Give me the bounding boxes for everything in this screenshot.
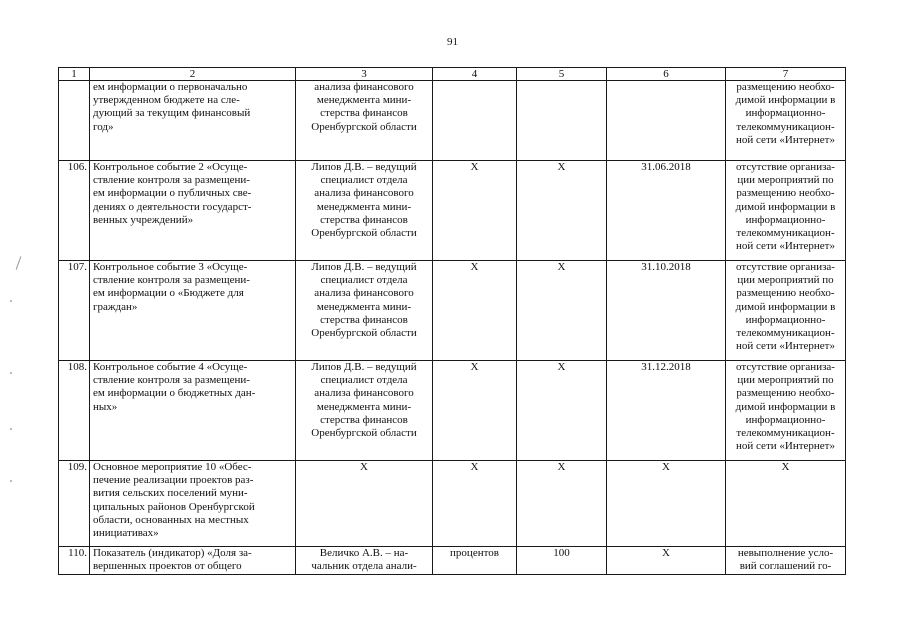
column-number: 1: [59, 68, 90, 81]
event-name: Основное мероприятие 10 «Обес- печение реализации проектов раз- вития сельских поселений муни- ципальных районов Оренбургской области, основанных на местных инициативах»: [90, 461, 296, 547]
margin-mark: [16, 256, 22, 269]
row-number: [59, 81, 90, 161]
risk-description: отсутствие организа- ции мероприятий по размещению необхо- димой информации в информационно- телекоммуникацион- ной сети «Интернет»: [726, 361, 846, 461]
cell-col4: X: [433, 361, 517, 461]
responsible-person: Липов Д.В. – ведущий специалист отдела анализа финансового менеджмента мини- стерства финансов Оренбургской области: [296, 361, 433, 461]
responsible-person: Величко А.В. – на- чальник отдела анали-: [296, 547, 433, 575]
responsible-person: Липов Д.В. – ведущий специалист отдела анализа финансового менеджмента мини- стерства финансов Оренбургской области: [296, 261, 433, 361]
responsible-person: анализа финансового менеджмента мини- стерства финансов Оренбургской области: [296, 81, 433, 161]
cell-date: 31.06.2018: [607, 161, 726, 261]
cell-date: 31.10.2018: [607, 261, 726, 361]
cell-col4: X: [433, 261, 517, 361]
cell-col5: X: [517, 161, 607, 261]
column-number-row: [59, 68, 846, 81]
column-number: 4: [433, 68, 517, 81]
risk-description: размещению необхо- димой информации в информационно- телекоммуникацион- ной сети «Интернет»: [726, 81, 846, 161]
risk-description: отсутствие организа- ции мероприятий по размещению необхо- димой информации в информационно- телекоммуникацион- ной сети «Интернет»: [726, 161, 846, 261]
column-number: 6: [607, 68, 726, 81]
plan-table: [58, 67, 846, 575]
cell-col4: X: [433, 461, 517, 547]
column-number: 5: [517, 68, 607, 81]
row-number: 107.: [59, 261, 90, 361]
risk-description: X: [726, 461, 846, 547]
row-number: 110.: [59, 547, 90, 575]
scan-dot: [10, 300, 12, 302]
row-number: 106.: [59, 161, 90, 261]
event-name: Показатель (индикатор) «Доля за- вершенных проектов от общего: [90, 547, 296, 575]
risk-description: отсутствие организа- ции мероприятий по размещению необхо- димой информации в информационно- телекоммуникацион- ной сети «Интернет»: [726, 261, 846, 361]
event-name: Контрольное событие 2 «Осуще- ствление контроля за размещени- ем информации о публичных све- дениях о деятельности государст- венных учреждений»: [90, 161, 296, 261]
cell-col4: процентов: [433, 547, 517, 575]
table-row: [59, 461, 846, 547]
cell-date: X: [607, 547, 726, 575]
cell-col5: X: [517, 261, 607, 361]
event-name: Контрольное событие 4 «Осуще- ствление контроля за размещени- ем информации о бюджетных дан- ных»: [90, 361, 296, 461]
table-row: [59, 547, 846, 575]
table-row: [59, 261, 846, 361]
cell-col4: [433, 81, 517, 161]
row-number: 109.: [59, 461, 90, 547]
column-number: 7: [726, 68, 846, 81]
responsible-person: Липов Д.В. – ведущий специалист отдела анализа финансового менеджмента мини- стерства финансов Оренбургской области: [296, 161, 433, 261]
column-number: 3: [296, 68, 433, 81]
table-row: [59, 361, 846, 461]
scan-dot: [10, 480, 12, 482]
cell-col5: 100: [517, 547, 607, 575]
cell-date: X: [607, 461, 726, 547]
risk-description: невыполнение усло- вий соглашений го-: [726, 547, 846, 575]
cell-date: 31.12.2018: [607, 361, 726, 461]
table-row: [59, 161, 846, 261]
cell-date: [607, 81, 726, 161]
table-row: [59, 81, 846, 161]
column-number: 2: [90, 68, 296, 81]
cell-col5: X: [517, 361, 607, 461]
cell-col5: [517, 81, 607, 161]
responsible-person: X: [296, 461, 433, 547]
event-name: ем информации о первоначально утвержденном бюджете на сле- дующий за текущим финансовый год»: [90, 81, 296, 161]
cell-col4: X: [433, 161, 517, 261]
scan-dot: [10, 372, 12, 374]
cell-col5: X: [517, 461, 607, 547]
event-name: Контрольное событие 3 «Осуще- ствление контроля за размещени- ем информации о «Бюджете для граждан»: [90, 261, 296, 361]
scan-dot: [10, 428, 12, 430]
page-number: 91: [447, 36, 458, 48]
row-number: 108.: [59, 361, 90, 461]
